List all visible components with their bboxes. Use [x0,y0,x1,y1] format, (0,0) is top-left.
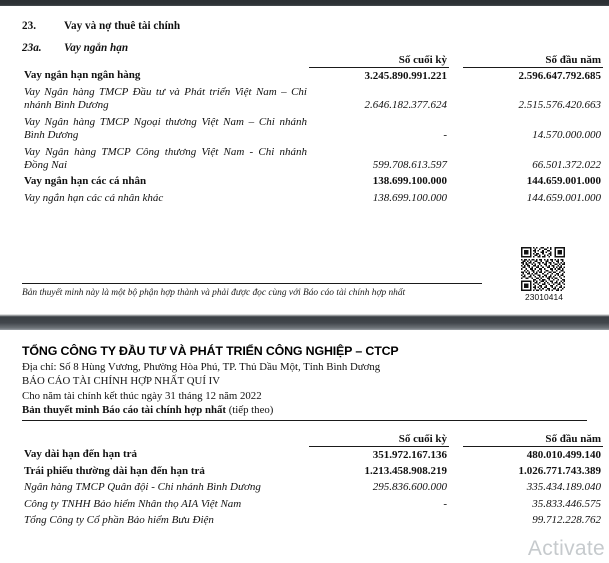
section-title [22,404,587,416]
row-value-begin-year: 335.434.189.040 [526,481,601,494]
section-title-suffix: (tiếp theo) [228,404,274,416]
column-header-end-period: Số cuối kỳ [309,433,449,447]
row-label: Vay Ngân hàng TMCP Đầu tư và Phát triển Việt Nam – Chi nhánh Bình Dương [24,85,307,112]
row-value-end-period: 295.836.600.000 [372,481,447,494]
row-value-begin-year: 35.833.446.575 [532,497,601,510]
table-row [22,480,603,496]
letterhead-rule [22,420,587,421]
document-page-two [0,330,609,563]
row-value-end-period: - [443,129,447,142]
long-term-loans-body [22,447,603,530]
subnote-number: 23a. [22,42,42,54]
table-row [22,84,603,114]
note-title: Vay và nợ thuê tài chính [64,20,181,32]
note-number: 23. [22,20,36,32]
activation-watermark: Activate [527,537,605,560]
row-gap [449,447,463,464]
column-header-gap [449,54,463,68]
qr-code-caption: 23010414 [524,292,564,302]
row-gap [449,174,463,190]
row-value-begin-year: 99.712.228.762 [532,514,601,527]
column-header-gap [449,433,463,447]
note-heading [22,20,587,32]
row-value-end-period: 1.213.458.908.219 [364,464,447,477]
page-one-footer [22,283,587,298]
short-term-loans-body [22,68,603,207]
subnote-title: Vay ngắn hạn [64,42,129,54]
row-value-end-period: 599.708.613.597 [372,158,447,171]
company-address: Địa chỉ: Số 8 Hùng Vương, Phường Hòa Phú, TP. Thủ Dầu Một, Tỉnh Bình Dương [22,360,381,373]
table-row [22,190,603,206]
row-gap [449,463,463,479]
row-label: Vay ngắn hạn ngân hàng [24,69,141,81]
letterhead [22,330,587,421]
row-gap [449,480,463,496]
page-separator-band-top [0,0,609,6]
row-value-begin-year: 66.501.372.022 [532,158,601,171]
table-header-row [22,54,603,68]
row-gap [449,114,463,144]
row-label: Vay ngắn hạn các cá nhân khác [24,191,164,204]
qr-code-block [521,247,567,302]
column-header-begin-year: Số đầu năm [463,433,603,447]
table-row [22,114,603,144]
footer-note: Bản thuyết minh này là một bộ phận hợp thành và phải được đọc cùng với Báo cáo tài chính hợp nhất [22,288,406,298]
row-value-end-period: 138.699.100.000 [372,175,447,188]
column-header-begin-year: Số đầu năm [463,54,603,68]
short-term-loans-table [22,54,603,207]
row-gap [449,496,463,512]
footer-rule [22,283,482,284]
table-row [22,447,603,464]
report-title: BÁO CÁO TÀI CHÍNH HỢP NHẤT QUÍ IV [22,375,221,387]
column-header-label [22,54,309,68]
row-value-begin-year: 2.596.647.792.685 [518,69,601,82]
table-row [22,513,603,529]
row-value-end-period: 351.972.167.136 [372,448,447,461]
row-value-end-period [309,513,449,529]
long-term-loans-table [22,433,603,529]
row-label: Vay Ngân hàng TMCP Ngoại thương Việt Nam – Chi nhánh Bình Dương [24,115,307,142]
row-label: Vay ngắn hạn các cá nhân [24,175,147,188]
table-header-row [22,433,603,447]
row-value-end-period: 3.245.890.991.221 [364,69,447,82]
row-label: Vay dài hạn đến hạn trả [24,448,137,460]
row-value-begin-year: 144.659.001.000 [526,175,601,188]
row-label: Trái phiếu thường dài hạn đến hạn trả [24,464,205,477]
row-label: Ngân hàng TMCP Quân đội - Chi nhánh Bình Dương [24,481,261,494]
row-gap [449,513,463,529]
row-value-end-period: - [443,497,447,510]
row-gap [449,144,463,174]
row-gap [449,68,463,85]
table-row [22,174,603,190]
row-value-begin-year: 14.570.000.000 [532,129,601,142]
row-value-end-period: 138.699.100.000 [372,191,447,204]
row-value-begin-year: 1.026.771.743.389 [518,464,601,477]
row-value-begin-year: 2.515.576.420.663 [518,99,601,112]
report-period: Cho năm tài chính kết thúc ngày 31 tháng 12 năm 2022 [22,389,262,402]
section-title-main: Bản thuyết minh Báo cáo tài chính hợp nhất [22,404,226,416]
column-header-end-period: Số cuối kỳ [309,54,449,68]
company-name: TỔNG CÔNG TY ĐẦU TƯ VÀ PHÁT TRIỂN CÔNG NGHIỆP – CTCP [22,344,399,358]
table-row [22,463,603,479]
page-separator-band-middle [0,314,609,330]
table-row [22,496,603,512]
row-label: Tổng Công ty Cổ phần Bảo hiểm Bưu Điện [24,514,214,527]
row-label: Vay Ngân hàng TMCP Công thương Việt Nam - Chi nhánh Đồng Nai [24,145,307,171]
subnote-heading [22,42,587,54]
row-gap [449,190,463,206]
table-row [22,68,603,85]
table-row [22,144,603,174]
column-header-label [22,433,309,447]
document-page-one [0,20,609,314]
row-gap [449,84,463,114]
row-value-begin-year: 144.659.001.000 [526,191,601,204]
qr-code-icon [521,247,565,291]
row-label: Công ty TNHH Bảo hiểm Nhân thọ AIA Việt Nam [24,497,242,510]
row-value-begin-year: 480.010.499.140 [526,448,601,461]
row-value-end-period: 2.646.182.377.624 [364,99,447,112]
